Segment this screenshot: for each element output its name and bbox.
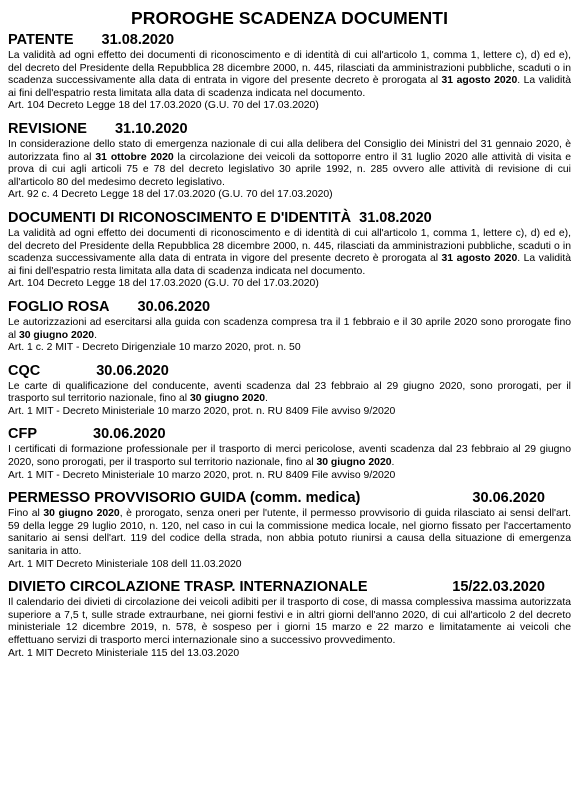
section-body: La validità ad ogni effetto dei documenti di riconoscimento e di identità di cui all'articolo 1, comma 1, lettere c), d) ed e), del decreto del Presidente della Repubblica 28 dicembre 2000, n. 445, rilasciati da amministrazioni pubbliche, scaduti o in scadenza successivamente alla data di entrata in vigore del presente decreto è prorogata al 31 agosto 2020. La validità ai fini dell'espatrio resta limitata alla data di scadenza indicata nel documento. bbox=[8, 50, 572, 99]
heading-label: CFP bbox=[8, 426, 37, 443]
section-heading bbox=[8, 299, 571, 316]
section-body: Il calendario dei divieti di circolazione dei veicoli adibiti per il trasporto di cose, di massa complessiva massima autorizzata superiore a 7,5 t, sulle strade extraurbane, nei giorni festivi e in altri giorni dell'anno 2020, di cui all'articolo 2 del decreto ministeriale 12 dicembre 2019, n. 578, è sospeso per i giorni 15 marzo e 22 marzo e limitatamente ai veicoli che effettuano servizi di trasporto merci internazionale sino a successivo provvedimento. bbox=[8, 597, 571, 646]
legal-reference: Art. 104 Decreto Legge 18 del 17.03.2020 (G.U. 70 del 17.03.2020) bbox=[8, 278, 319, 290]
legal-reference: Art. 1 MIT Decreto Ministeriale 108 dell 11.03.2020 bbox=[8, 558, 242, 570]
heading-label: DIVIETO CIRCOLAZIONE TRASP. INTERNAZIONALE bbox=[8, 579, 368, 596]
legal-reference: Art. 104 Decreto Legge 18 del 17.03.2020 (G.U. 70 del 17.03.2020) bbox=[8, 100, 319, 112]
legal-reference: Art. 1 MIT Decreto Ministeriale 115 del 13.03.2020 bbox=[8, 647, 240, 659]
page-title: PROROGHE SCADENZA DOCUMENTI bbox=[130, 8, 449, 28]
heading-date: 31.08.2020 bbox=[359, 209, 432, 226]
section-patente bbox=[8, 32, 571, 113]
section-body: La validità ad ogni effetto dei documenti di riconoscimento e di identità di cui all'articolo 1, comma 1, lettere c), d) ed e), del decreto del Presidente della Repubblica 28 dicembre 2000, n. 445, rilasciati da amministrazioni pubbliche, scaduti o in scadenza successivamente alla data di entrata in vigore del presente decreto è prorogata al 31 agosto 2020. La validità ai fini dell'espatrio resta limitata alla data di scadenza indicata nel documento. bbox=[8, 227, 572, 277]
section-revisione bbox=[8, 121, 571, 202]
heading-label: CQC bbox=[8, 362, 41, 379]
section-divieto-circolazione bbox=[8, 579, 571, 660]
section-cqc bbox=[8, 363, 571, 419]
heading-label: FOGLIO ROSA bbox=[8, 298, 110, 315]
heading-date: 30.06.2020 bbox=[96, 362, 169, 379]
section-body: I certificati di formazione professionale per il trasporto di merci pericolose, aventi scadenza dal 23 febbraio al 29 giugno 2020, sono prorogati, per il trasporto sul territorio nazionale, fino al 30 giugno 2020. bbox=[8, 444, 571, 469]
section-heading bbox=[8, 121, 571, 138]
section-permesso-provvisorio bbox=[8, 490, 571, 571]
heading-date: 30.06.2020 bbox=[472, 490, 545, 507]
heading-label: PATENTE bbox=[8, 32, 74, 48]
section-heading bbox=[8, 363, 571, 380]
section-foglio-rosa bbox=[8, 299, 571, 355]
heading-date: 30.06.2020 bbox=[93, 426, 166, 443]
legal-reference: Art. 1 c. 2 MIT - Decreto Dirigenziale 10 marzo 2020, prot. n. 50 bbox=[8, 342, 301, 354]
section-heading bbox=[8, 426, 571, 443]
section-cfp bbox=[8, 426, 571, 482]
heading-date: 31.08.2020 bbox=[101, 32, 175, 48]
section-body: Le autorizzazioni ad esercitarsi alla guida con scadenza compresa tra il 1 febbraio e il 30 aprile 2020 sono prorogate fino al 30 giugno 2020. bbox=[8, 316, 571, 341]
section-body: Le carte di qualificazione del conducente, aventi scadenza dal 23 febbraio al 29 giugno 2020, sono prorogati, per il trasporto sul territorio nazionale, fino al 30 giugno 2020. bbox=[8, 380, 571, 405]
section-heading bbox=[8, 490, 571, 507]
legal-reference: Art. 1 MIT - Decreto Ministeriale 10 marzo 2020, prot. n. RU 8409 File avviso 9/2020 bbox=[8, 405, 396, 417]
legal-reference: Art. 92 c. 4 Decreto Legge 18 del 17.03.2020 (G.U. 70 del 17.03.2020) bbox=[8, 189, 333, 201]
heading-label: DOCUMENTI DI RICONOSCIMENTO E D'IDENTITÀ bbox=[8, 209, 352, 226]
heading-label: REVISIONE bbox=[8, 120, 87, 137]
section-documenti-riconoscimento bbox=[8, 210, 571, 291]
section-heading bbox=[8, 32, 571, 49]
section-body: Fino al 30 giugno 2020, è prorogato, senza oneri per l'utente, il permesso provvisorio di guida rilasciato ai sensi dell'art. 59 della legge 29 luglio 2010, n. 120, nel caso in cui la commissione medica locale, nel giorno fissato per l'accertamento sanitario ai sensi dell'art. 119 del codice della strada, non abbia potuto riunirsi a causa della situazione di emergenza sanitaria in atto. bbox=[8, 508, 571, 558]
section-heading bbox=[8, 210, 571, 227]
section-heading bbox=[8, 579, 571, 596]
heading-date: 30.06.2020 bbox=[137, 298, 211, 315]
heading-date: 31.10.2020 bbox=[114, 120, 188, 137]
heading-label: PERMESSO PROVVISORIO GUIDA (comm. medica) bbox=[8, 490, 361, 507]
legal-reference: Art. 1 MIT - Decreto Ministeriale 10 marzo 2020, prot. n. RU 8409 File avviso 9/2020 bbox=[8, 469, 396, 481]
section-body: In considerazione dello stato di emergenza nazionale di cui alla delibera del Consiglio dei Ministri del 31 gennaio 2020, è autorizzata fino al 31 ottobre 2020 la circolazione dei veicoli da sottoporre entro il 31 luglio 2020 alle attività di visita e prova di cui agli articoli 75 e 78 del decreto legislativo 30 aprile 1992, n. 285 ovvero alle attività di revisione di cui all'articolo 80 del medesimo decreto legislativo. bbox=[8, 138, 572, 188]
heading-date: 15/22.03.2020 bbox=[452, 579, 545, 596]
